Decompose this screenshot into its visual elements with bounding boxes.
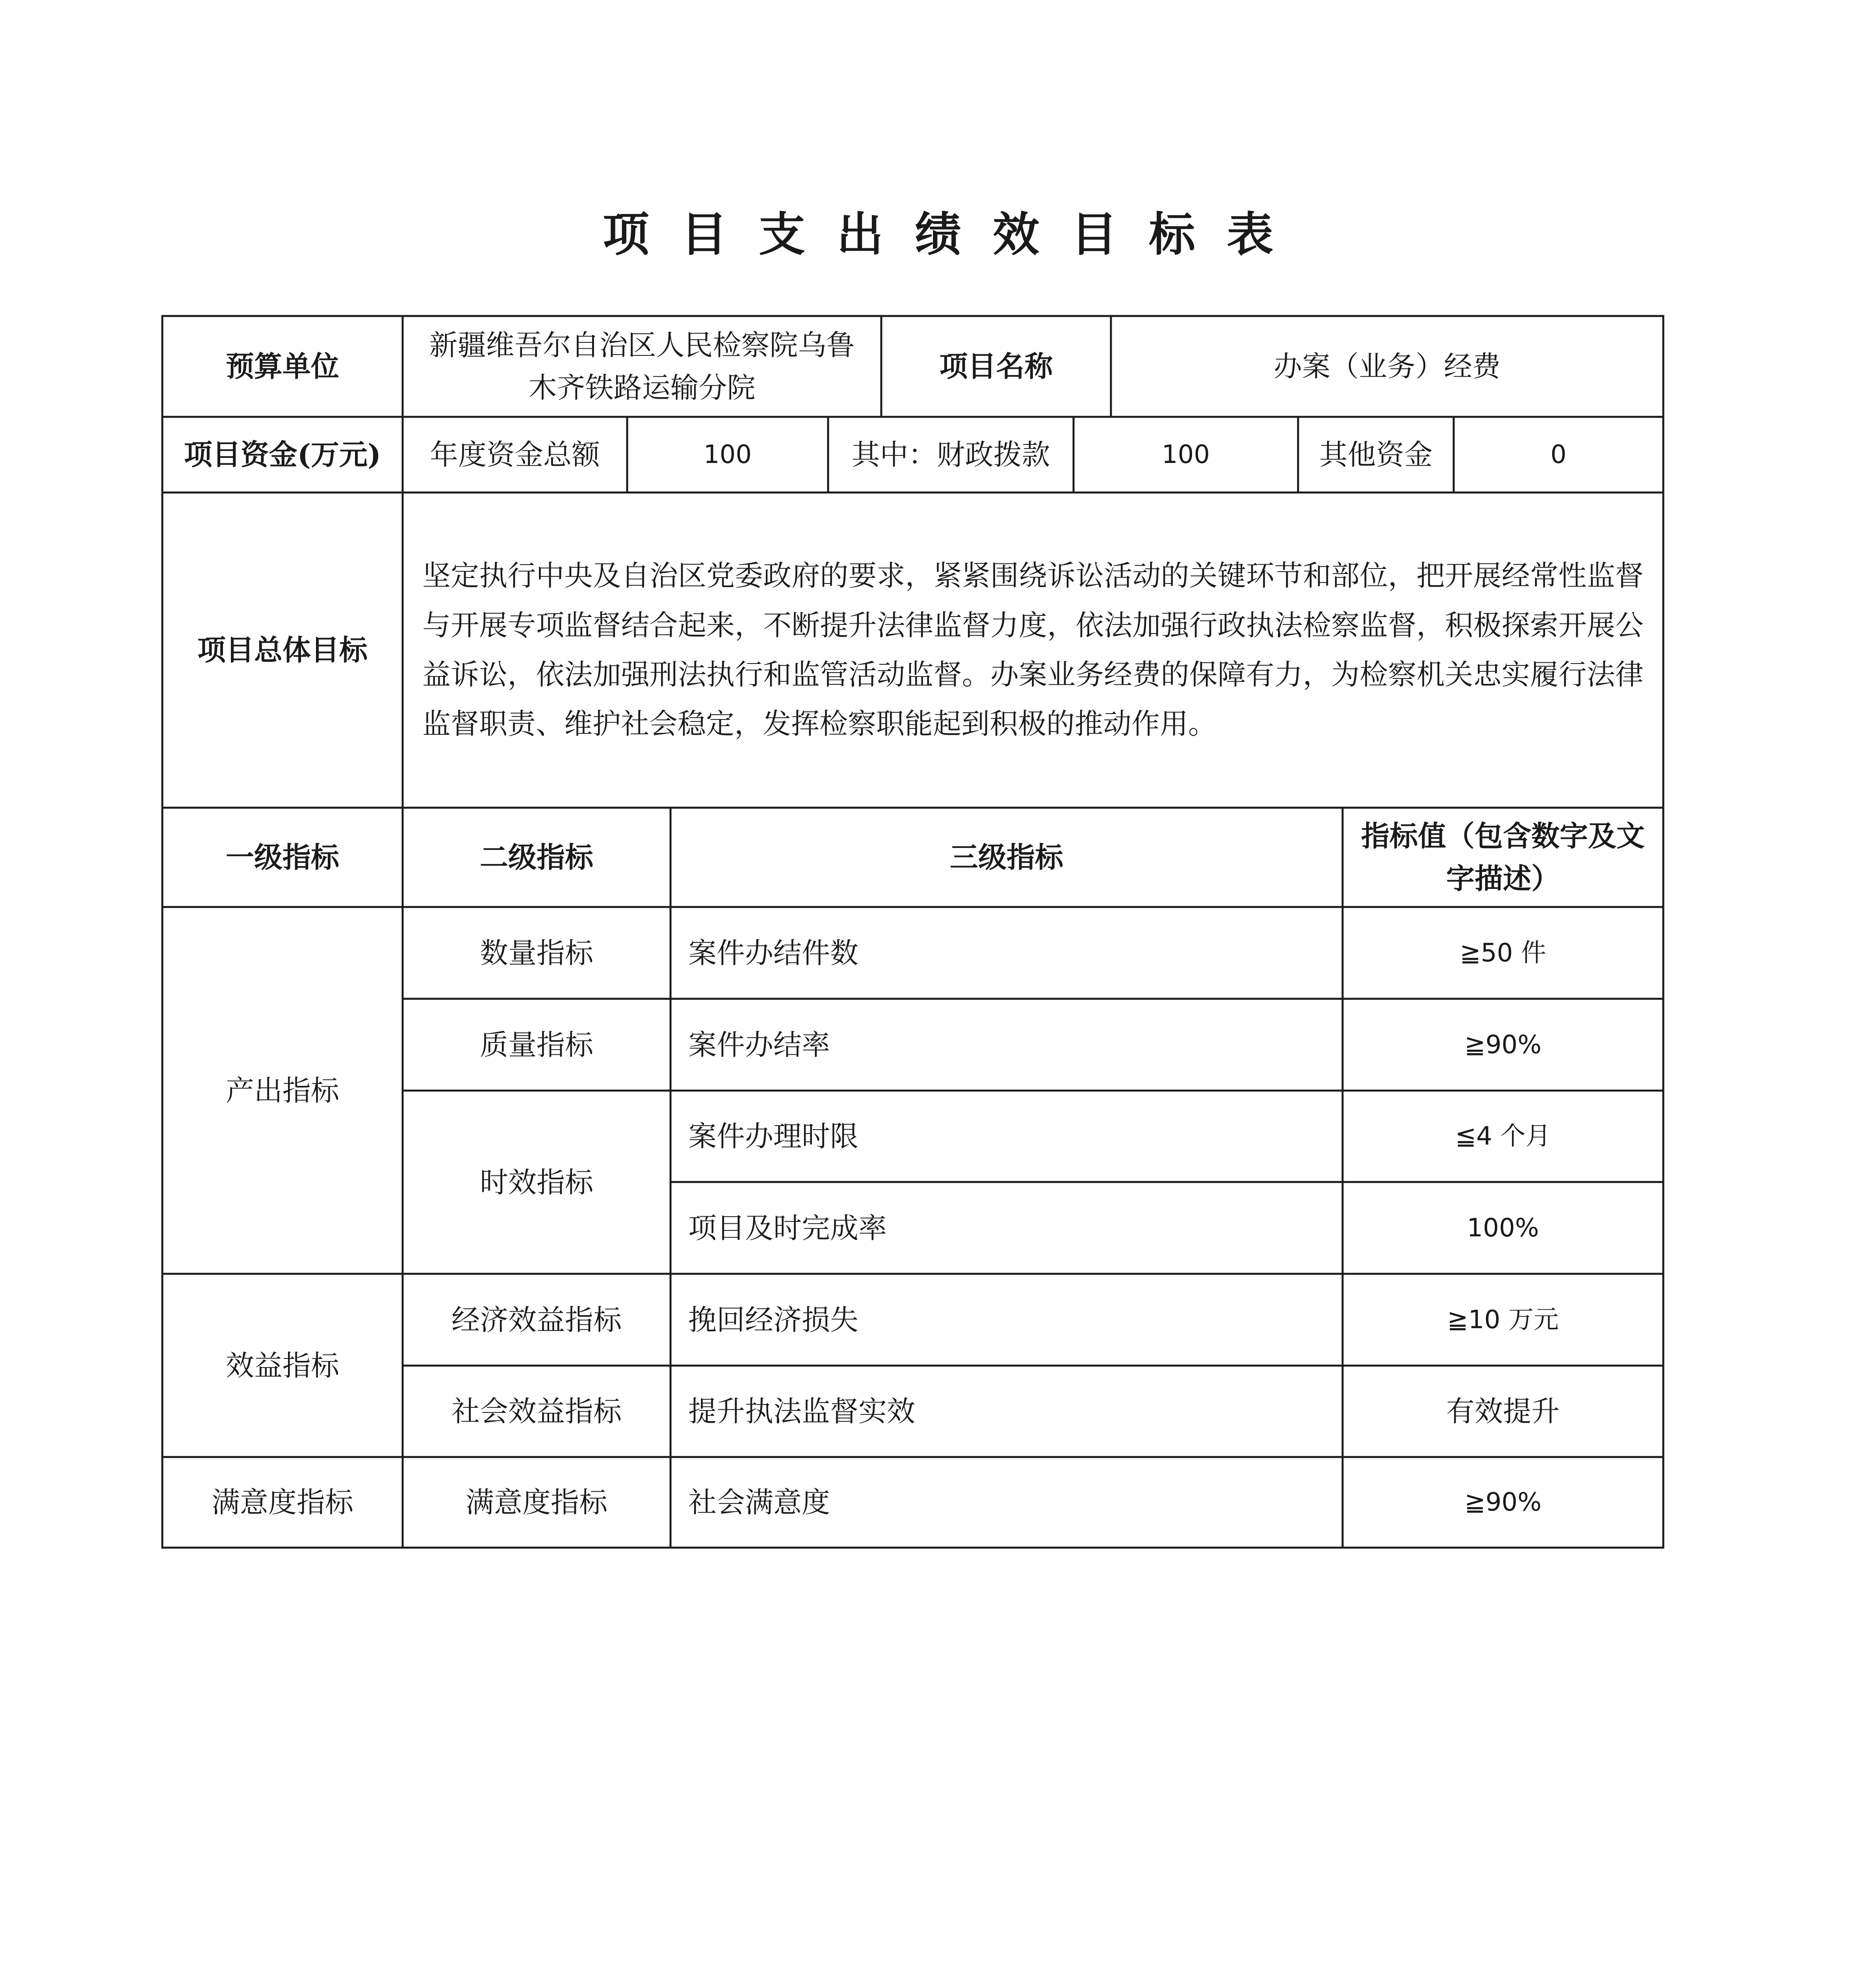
budget-unit-value: 新疆维吾尔自治区人民检察院乌鲁木齐铁路运输分院 (429, 329, 855, 404)
level3-name: 提升执法监督实效 (688, 1395, 916, 1428)
title-char: 目 (680, 207, 727, 262)
other-funds-value: 0 (1550, 440, 1567, 469)
level2-quality: 质量指标 (479, 1028, 593, 1061)
title-char: 项 (602, 207, 649, 262)
level3-name: 案件办结件数 (688, 936, 859, 970)
other-funds-label: 其他资金 (1319, 438, 1433, 471)
title-char: 标 (1149, 207, 1196, 262)
project-funds-label: 项目资金(万元) (184, 438, 381, 471)
level2-social: 社会效益指标 (451, 1395, 622, 1428)
fiscal-allocation-label: 其中：财政拨款 (851, 438, 1050, 471)
title-char: 支 (758, 207, 805, 262)
indicator-value: 100% (1467, 1213, 1539, 1243)
indicator-value: ≧90% (1464, 1488, 1542, 1517)
overall-goal-text: 坚定执行中央及自治区党委政府的要求，紧紧围绕诉讼活动的关键环节和部位，把开展经常性监督与开展专项监督结合起来，不断提升法律监督力度，依法加强行政执法检察监督，积极探索开展公益诉讼，依法加强刑法执行和监管活动监督。办案业务经费的保障有力，为检察机关忠实履行法律监督职责、维护社会稳定，发挥检察职能起到积极的推动作用。 (422, 559, 1644, 741)
level1-satisfaction: 满意度指标 (211, 1486, 353, 1519)
title-char: 绩 (914, 207, 961, 262)
budget-unit-label: 预算单位 (225, 349, 339, 383)
indicator-value: ≧50 件 (1460, 938, 1546, 968)
level3-name: 社会满意度 (688, 1486, 830, 1519)
title-char: 效 (993, 207, 1040, 262)
annual-total-value: 100 (703, 440, 752, 469)
level2-timeliness: 时效指标 (479, 1165, 593, 1199)
overall-goal-label: 项目总体目标 (197, 633, 368, 667)
indicator-value: ≧10 万元 (1447, 1305, 1559, 1334)
level3-name: 挽回经济损失 (688, 1303, 859, 1336)
level2-satisfaction: 满意度指标 (465, 1486, 607, 1519)
level3-name: 案件办结率 (688, 1028, 830, 1061)
header-level1: 一级指标 (225, 840, 339, 874)
title-char: 出 (836, 207, 883, 262)
level2-economic: 经济效益指标 (451, 1303, 622, 1336)
level3-name: 案件办理时限 (688, 1120, 859, 1153)
level1-benefit: 效益指标 (225, 1349, 339, 1382)
level1-output: 产出指标 (225, 1074, 339, 1107)
title-char: 表 (1227, 207, 1274, 262)
project-name-label: 项目名称 (939, 349, 1053, 383)
title-char: 目 (1071, 207, 1118, 262)
fiscal-allocation-value: 100 (1161, 440, 1210, 469)
annual-total-label: 年度资金总额 (429, 438, 600, 471)
level3-name: 项目及时完成率 (688, 1211, 887, 1245)
header-level2: 二级指标 (479, 840, 593, 874)
header-level3: 三级指标 (949, 840, 1063, 874)
indicator-value: 有效提升 (1446, 1395, 1560, 1428)
level2-quantity: 数量指标 (479, 936, 593, 970)
project-name-value: 办案（业务）经费 (1273, 350, 1501, 383)
header-value: 指标值（包含数字及文字描述） (1361, 819, 1645, 895)
indicator-value: ≧90% (1464, 1030, 1542, 1059)
indicator-value: ≦4 个月 (1455, 1122, 1551, 1151)
